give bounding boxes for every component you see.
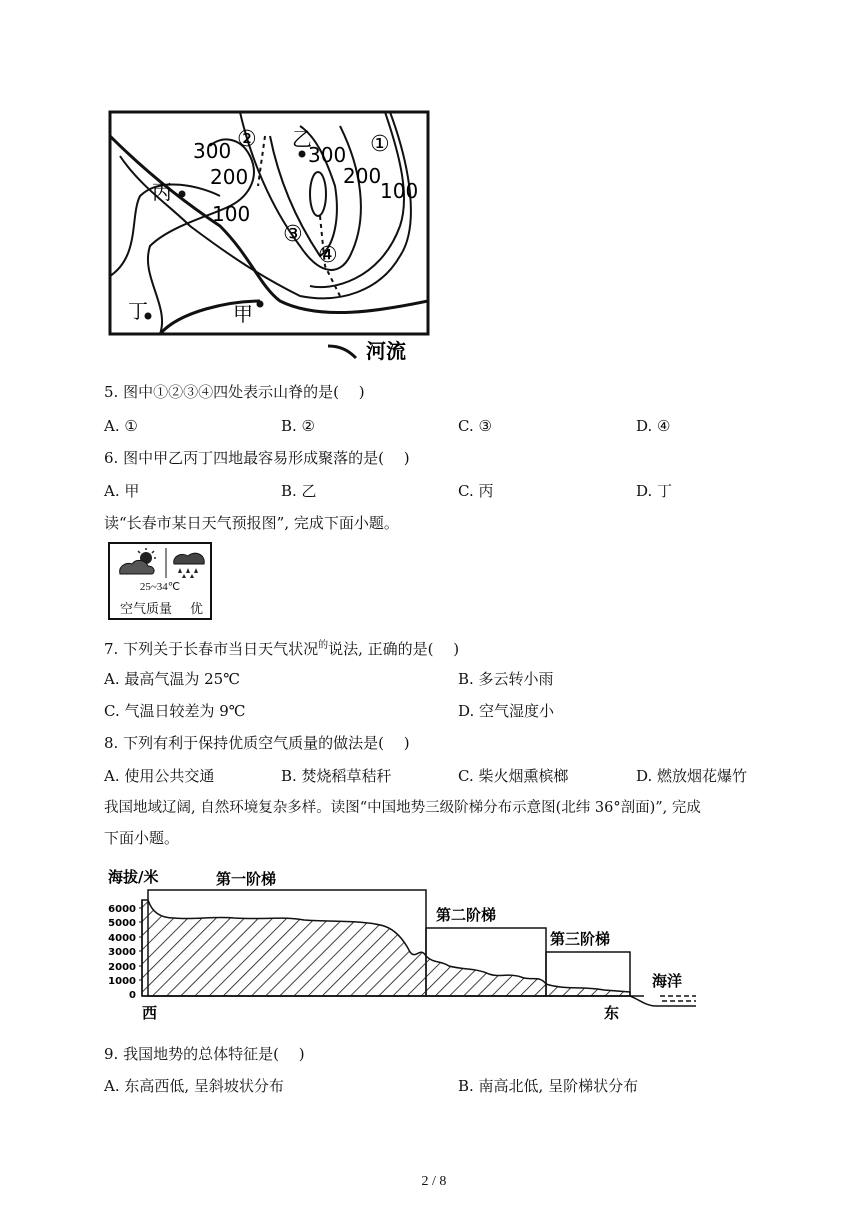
place-label: 丙 — [152, 180, 172, 204]
terrain-intro-line1: 我国地域辽阔, 自然环境复杂多样。读图“中国地势三级阶梯分布示意图(北纬 36°剖面)”, 完成 — [104, 800, 701, 816]
q8-option-a[interactable]: A. 使用公共交通 — [104, 767, 215, 785]
q6-option-c[interactable]: C. 丙 — [458, 482, 494, 500]
terrain-intro-line2: 下面小题。 — [104, 829, 180, 847]
contour-label: 200 — [343, 164, 382, 188]
legend-label: 河流 — [366, 339, 406, 363]
step-2-label: 第二阶梯 — [436, 906, 497, 924]
y-tick-label: 6000 — [108, 904, 136, 915]
y-tick-label: 4000 — [108, 933, 136, 944]
q7-option-b[interactable]: B. 多云转小雨 — [458, 670, 554, 688]
step-1-label: 第一阶梯 — [216, 870, 277, 888]
y-tick-label: 1000 — [108, 976, 136, 987]
contour-label: 100 — [380, 179, 419, 203]
air-quality-label: 空气质量 — [120, 601, 173, 616]
q5-option-d[interactable]: D. ④ — [636, 417, 671, 435]
q7-option-c[interactable]: C. 气温日较差为 9℃ — [104, 702, 246, 720]
q6-option-d[interactable]: D. 丁 — [636, 482, 673, 500]
contour-label: 100 — [212, 202, 251, 226]
y-tick-label: 3000 — [108, 947, 136, 958]
page-number: 2 / 8 — [421, 1174, 447, 1189]
y-axis-label: 海拔/米 — [108, 868, 159, 886]
marker-label: ④ — [318, 243, 338, 268]
y-tick-label: 2000 — [108, 962, 136, 973]
q8-option-c[interactable]: C. 柴火烟熏槟榔 — [458, 767, 569, 785]
air-quality-value: 优 — [190, 601, 204, 616]
q8-option-b[interactable]: B. 焚烧稻草秸秆 — [281, 767, 392, 785]
q5-option-a[interactable]: A. ① — [104, 417, 138, 435]
temperature-range: 25~34℃ — [139, 581, 181, 593]
east-label: 东 — [604, 1004, 620, 1022]
q9-option-a[interactable]: A. 东高西低, 呈斜坡状分布 — [104, 1077, 284, 1095]
question-7-stem — [104, 636, 459, 659]
cloudy-sun-icon — [120, 548, 156, 574]
ocean-waves — [660, 996, 696, 1001]
q5-option-c[interactable]: C. ③ — [458, 417, 492, 435]
q7-option-a[interactable]: A. 最高气温为 25℃ — [104, 670, 241, 688]
marker-label: ③ — [283, 222, 303, 247]
place-dot-yi — [299, 151, 306, 158]
contour-label: 300 — [193, 139, 232, 163]
place-label: 乙 — [292, 127, 312, 151]
terrain-profile-diagram — [104, 860, 704, 1030]
q7-option-d[interactable]: D. 空气湿度小 — [458, 702, 555, 720]
q7-stem-sup: 的 — [318, 640, 329, 651]
weather-icons — [114, 548, 210, 578]
q8-option-d[interactable]: D. 燃放烟花爆竹 — [636, 767, 748, 785]
question-9-stem: 9. 我国地势的总体特征是( ) — [104, 1045, 305, 1063]
place-label: 丁 — [128, 299, 148, 323]
marker-label: ② — [237, 127, 257, 152]
ocean-label: 海洋 — [652, 972, 683, 990]
weather-intro: 读“长春市某日天气预报图”, 完成下面小题。 — [104, 514, 399, 532]
q6-option-b[interactable]: B. 乙 — [281, 482, 317, 500]
terrain-silhouette — [142, 900, 630, 996]
question-5-stem: 5. 图中①②③④四处表示山脊的是( ) — [104, 383, 365, 401]
west-label: 西 — [142, 1004, 158, 1022]
question-8-stem: 8. 下列有利于保持优质空气质量的做法是( ) — [104, 734, 410, 752]
q7-stem-part2: 说法, 正确的是( ) — [328, 640, 460, 658]
contour-map — [100, 106, 430, 366]
weather-card — [108, 542, 212, 620]
place-dot-jia — [257, 301, 264, 308]
step-3-label: 第三阶梯 — [550, 930, 611, 948]
river-legend-icon — [328, 346, 356, 358]
q9-option-b[interactable]: B. 南高北低, 呈阶梯状分布 — [458, 1077, 639, 1095]
contour-label: 300 — [308, 143, 347, 167]
y-tick-label: 0 — [129, 990, 136, 1001]
q7-stem-part1: 7. 下列关于长春市当日天气状况 — [104, 640, 319, 658]
rain-cloud-icon — [174, 553, 204, 578]
y-tick-label: 5000 — [108, 918, 136, 929]
place-label: 甲 — [233, 302, 253, 326]
contour-label: 200 — [210, 165, 249, 189]
q5-option-b[interactable]: B. ② — [281, 417, 316, 435]
q6-option-a[interactable]: A. 甲 — [104, 482, 140, 500]
marker-label: ① — [370, 132, 390, 157]
place-dot-bing — [179, 191, 186, 198]
question-6-stem: 6. 图中甲乙丙丁四地最容易形成聚落的是( ) — [104, 449, 410, 467]
